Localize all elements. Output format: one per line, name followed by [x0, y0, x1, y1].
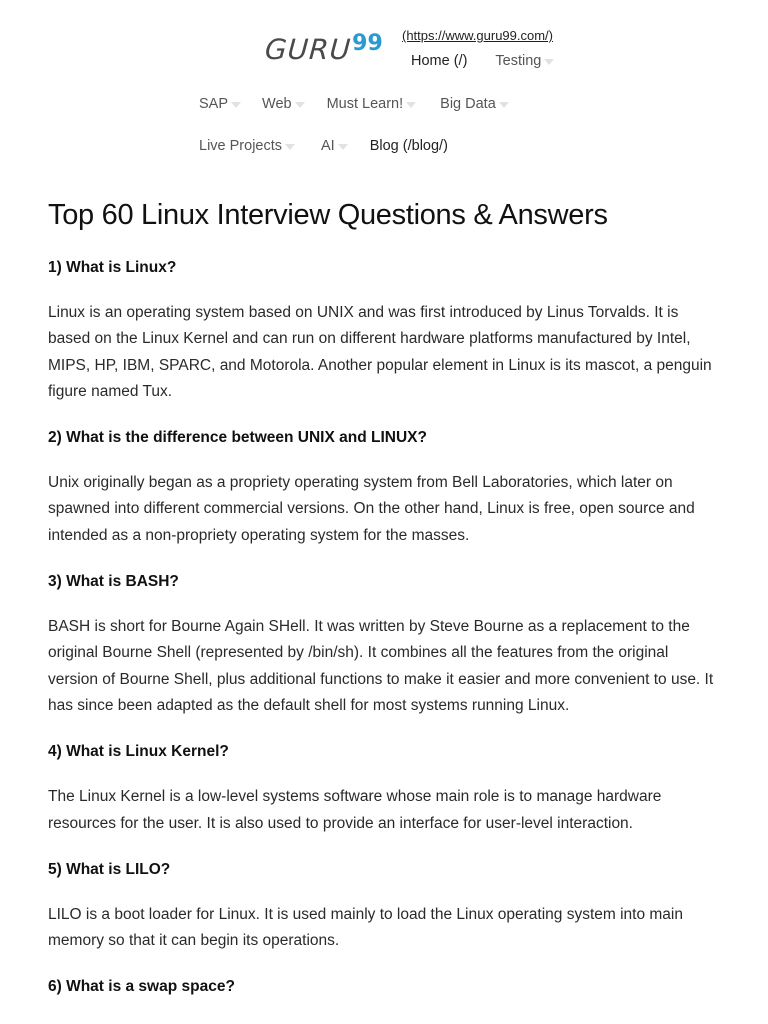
question-heading: 4) What is Linux Kernel? [48, 743, 229, 761]
nav-row-2 [199, 96, 509, 112]
question-heading: 3) What is BASH? [48, 573, 179, 591]
qa-item [48, 738, 720, 837]
nav-label: Must Learn! [326, 96, 404, 112]
question-heading: 6) What is a swap space? [48, 978, 235, 996]
answer-text: BASH is short for Bourne Again SHell. It was written by Steve Bourne as a replacement to the original Bourne Shell (represented by /bin/sh). It combines all the features from the original version of Bourne Shell, plus additional functions to make it easier and more convenient to use. It has since been adapted as the default shell for most systems running Linux. [48, 618, 714, 714]
nav-item-must-learn[interactable] [327, 96, 417, 112]
dropdown-caret-icon [231, 102, 241, 108]
question-heading: 1) What is Linux? [48, 259, 177, 276]
article-content [48, 196, 720, 1019]
question-heading: 5) What is LILO? [48, 860, 171, 878]
nav-label: Big Data [440, 96, 496, 112]
nav-row-3 [199, 138, 448, 154]
nav-label: Testing [495, 53, 542, 69]
logo-text: GURU [263, 33, 353, 66]
nav-item-web[interactable] [262, 96, 305, 112]
dropdown-caret-icon [285, 144, 295, 150]
answer-text: Unix originally began as a propriety operating system from Bell Laboratories, which later on spawned into different commercial versions. On the other hand, Linux is free, open source and intended as a non-propriety operating system for the masses. [48, 474, 695, 544]
nav-label: SAP [199, 96, 229, 112]
answer-text: Linux is an operating system based on UNIX and was first introduced by Linus Torvalds. It is based on the Linux Kernel and can run on different hardware platforms manufactured by Intel, MIPS, HP, IBM, SPARC, and Motorola. Another popular element in Linux is its mascot, a penguin figure named Tux. [48, 304, 712, 400]
nav-label: Web [262, 96, 292, 112]
qa-item [48, 856, 720, 955]
guru99-logo[interactable] [265, 26, 383, 66]
nav-item-live-projects[interactable] [199, 138, 295, 154]
nav-item-big-data[interactable] [440, 96, 509, 112]
answer-text: The Linux Kernel is a low-level systems software whose main role is to manage hardware resources for the user. It is also used to provide an interface for user-level interaction. [48, 788, 662, 832]
nav-row-1 [411, 53, 554, 69]
qa-item [48, 254, 720, 405]
nav-item-ai[interactable] [321, 138, 348, 154]
qa-item [48, 424, 720, 549]
nav-item-testing[interactable] [495, 53, 554, 69]
nav-item-sap[interactable] [199, 96, 241, 112]
dropdown-caret-icon [406, 102, 416, 108]
nav-label: AI [321, 138, 335, 154]
question-heading: 2) What is the difference between UNIX and LINUX? [48, 429, 427, 447]
dropdown-caret-icon [295, 102, 305, 108]
nav-label: Live Projects [199, 138, 283, 154]
dropdown-caret-icon [338, 144, 348, 150]
nav-item-blog[interactable] [370, 138, 448, 154]
dropdown-caret-icon [499, 102, 509, 108]
nav-label: Blog (/blog/) [369, 138, 448, 154]
logo-number: 99 [352, 31, 383, 56]
answer-text: LILO is a boot loader for Linux. It is used mainly to load the Linux operating system into main memory so that it can begin its operations. [48, 905, 683, 950]
page-title: Top 60 Linux Interview Questions & Answers [48, 199, 608, 231]
nav-label: Home (/) [411, 53, 468, 69]
qa-item [48, 973, 720, 1001]
qa-item [48, 568, 720, 719]
site-url-link[interactable]: (https://www.guru99.com/) [402, 28, 553, 43]
nav-item-home[interactable] [411, 53, 467, 69]
dropdown-caret-icon [544, 59, 554, 65]
